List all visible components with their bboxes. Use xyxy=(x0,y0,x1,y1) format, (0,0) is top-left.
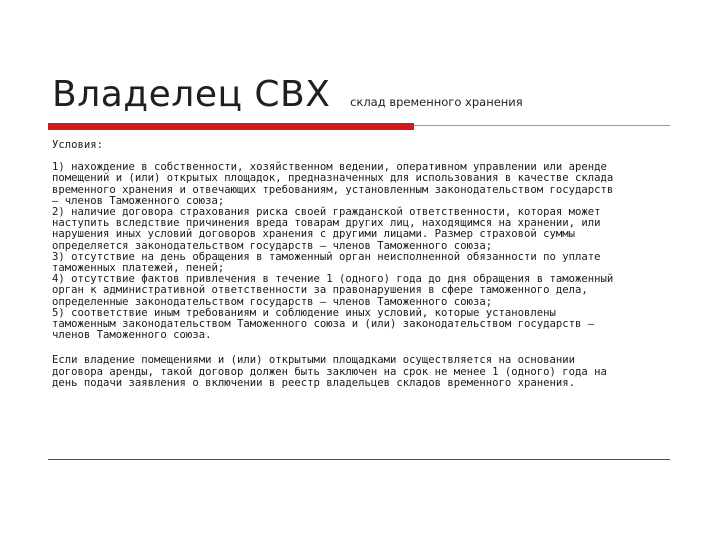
condition-item-4: 4) отсутствие фактов привлечения в течение 1 (одного) года до дня обращения в таможенный орган к административной ответственности за правонарушения в сфере таможенного дела, определенные законодательством государств – членов Таможенного союза; xyxy=(52,273,614,308)
slide-title: Владелец СВХ xyxy=(52,74,331,115)
slide-subtitle: склад временного хранения xyxy=(350,95,523,109)
lease-paragraph: Если владение помещениями и (или) открытыми площадками осуществляется на основании договора аренды, такой договор должен быть заключен на срок не менее 1 (одного) года на день подачи заявления о включении в реестр владельцев складов временного хранения. xyxy=(52,354,607,389)
title-accent-bar xyxy=(48,123,414,130)
condition-item-3: 3) отсутствие на день обращения в таможенный орган неисполненной обязанности по уплате таможенных платежей, пеней; xyxy=(52,250,601,275)
condition-item-5: 5) соответствие иным требованиям и соблюдение иных условий, которые установлены таможенным законодательством Таможенного союза и (или) законодательством государств – членов Таможенного союза. xyxy=(52,306,595,342)
conditions-label: Условия: xyxy=(52,139,104,151)
condition-item-2: 2) наличие договора страхования риска своей гражданской ответственности, которая может наступить вследствие причинения вреда товарам других лиц, находящимся на хранении, или нарушения иных условий договоров хранения с другими лицами. Размер страховой суммы определяется законодательством государств – членов Таможенного союза; xyxy=(52,206,601,252)
footer-divider-line xyxy=(48,459,670,460)
slide-body xyxy=(52,140,672,389)
condition-item-1: 1) нахождение в собственности, хозяйственном ведении, оперативном управлении или аренде помещений и (или) открытых площадок, предназначенных для использования в качестве склада временного хранения и отвечающих требованиям, установленным законодательством государств – членов Таможенного союза; xyxy=(52,161,614,207)
slide-title-row xyxy=(52,74,523,115)
